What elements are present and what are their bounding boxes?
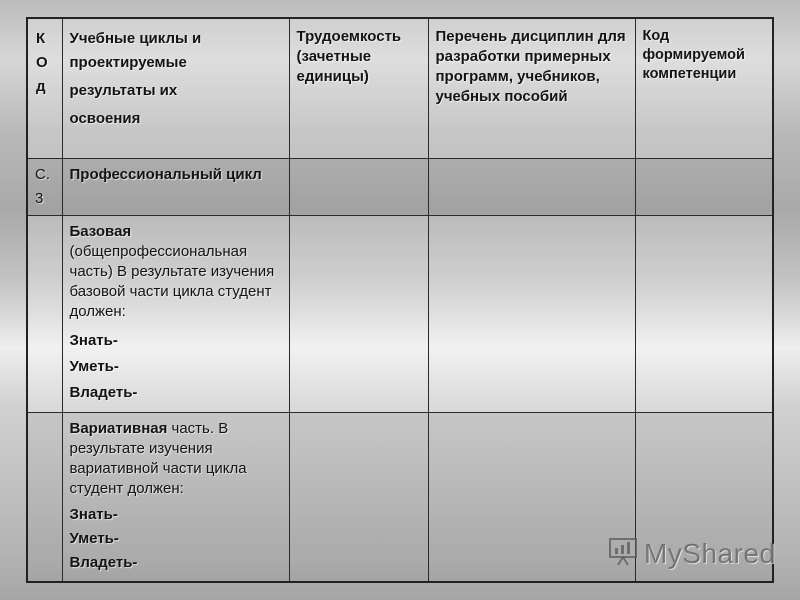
header-competency-code-cell: Код формируемой компетенции	[635, 18, 773, 158]
competency-table	[26, 17, 774, 583]
row-title-cell	[62, 412, 289, 582]
header-cycles-line: проектируемые	[69, 54, 187, 71]
watermark-text: MyShared	[644, 538, 776, 569]
row-workload-cell	[289, 158, 428, 215]
row-competency-cell	[635, 158, 773, 215]
row-code-cell	[27, 158, 62, 215]
row-workload-cell	[289, 215, 428, 412]
header-code-cell	[27, 18, 62, 158]
row-disciplines-cell	[428, 215, 635, 412]
can-label: Уметь-	[69, 357, 119, 375]
row-code-cell	[27, 215, 62, 412]
header-cycles-line: результаты их	[69, 82, 178, 99]
row-title-cell: Профессиональный цикл	[62, 158, 289, 215]
variative-part-title: Вариативная	[69, 419, 168, 437]
table-row	[27, 215, 773, 412]
myshared-watermark	[608, 538, 776, 570]
row-code-line: С.	[35, 165, 50, 183]
header-disciplines-cell: Перечень дисциплин для разработки примерных программ, учебников, учебных пособий	[428, 18, 635, 158]
row-disciplines-cell	[428, 158, 635, 215]
header-code-letter: д	[36, 78, 46, 95]
header-cycles-line: Учебные циклы и	[69, 30, 202, 47]
competency-table-container	[26, 17, 772, 573]
table-header-row	[27, 18, 773, 158]
header-workload-cell: Трудоемкость (зачетные единицы)	[289, 18, 428, 158]
own-label: Владеть-	[69, 553, 138, 571]
can-label: Уметь-	[69, 529, 119, 547]
header-code-letter: К	[36, 30, 46, 47]
row-code-cell	[27, 412, 62, 582]
presentation-board-icon	[608, 536, 638, 573]
know-label: Знать-	[69, 331, 118, 349]
row-disciplines-cell	[428, 412, 635, 582]
row-competency-cell	[635, 215, 773, 412]
row-code-line: 3	[35, 189, 44, 207]
header-code-letter: О	[36, 54, 48, 71]
own-label: Владеть-	[69, 383, 138, 401]
row-workload-cell	[289, 412, 428, 582]
know-label: Знать-	[69, 505, 118, 523]
header-cycles-line: освоения	[69, 110, 141, 127]
base-part-description: (общепрофессиональная часть) В результате изучения базовой части цикла студент должен:	[69, 242, 275, 320]
variative-part-description: часть. В результате изучения вариативной части цикла студент должен:	[69, 419, 247, 497]
table-row	[27, 158, 773, 215]
row-title-cell	[62, 215, 289, 412]
header-cycles-cell	[62, 18, 289, 158]
base-part-title: Базовая	[69, 222, 132, 240]
